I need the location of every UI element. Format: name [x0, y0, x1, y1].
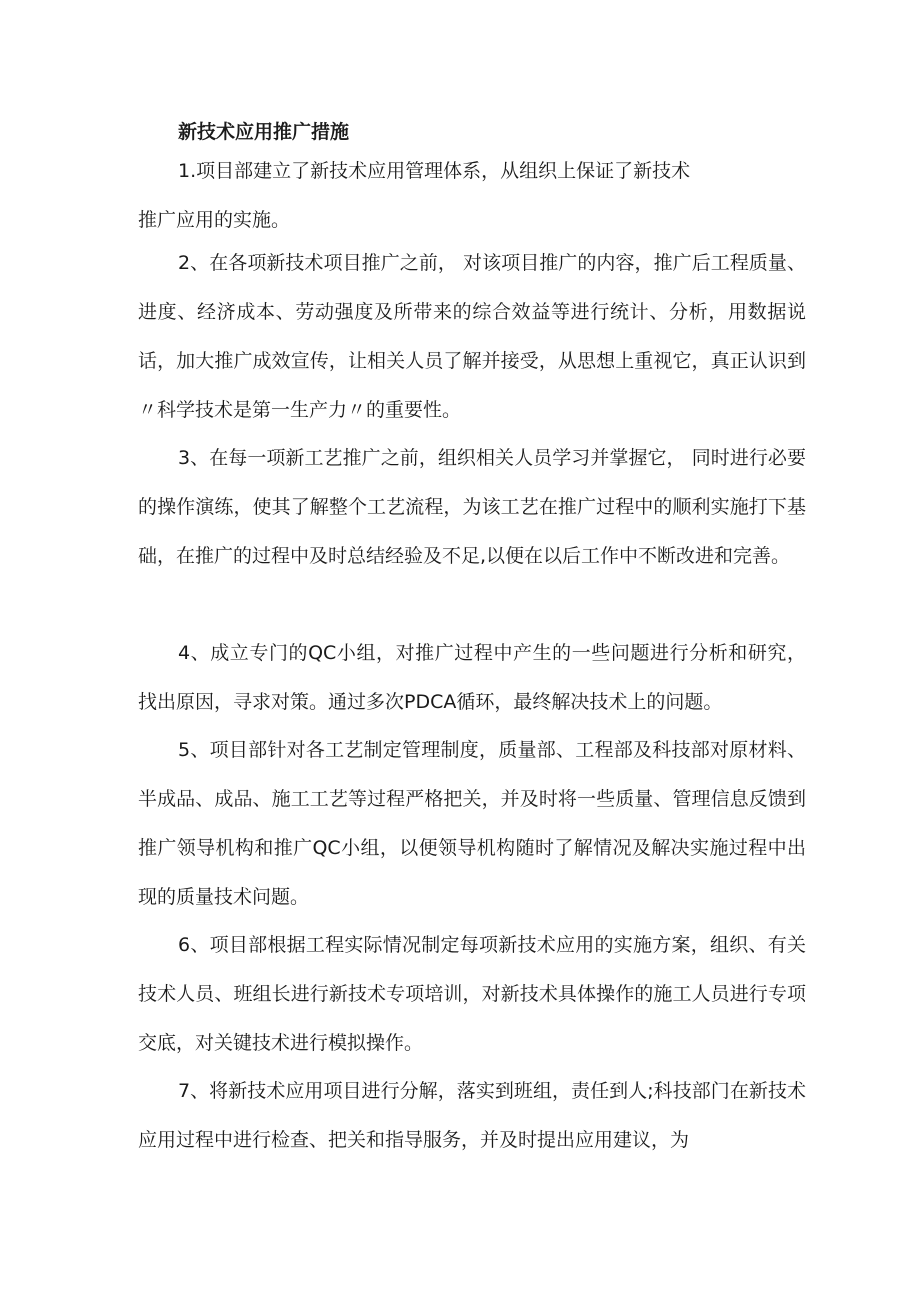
paragraph-7: 7、将新技术应用项目进行分解，落实到班组，责任到人;科技部门在新技术应用过程中进行检查、把关和指导服务，并及时提出应用建议，为: [138, 1080, 806, 1151]
paragraph-2: 2、在各项新技术项目推广之前， 对该项目推广的内容，推广后工程质量、进度、经济成本、劳动强度及所带来的综合效益等进行统计、分析，用数据说话，加大推广成效宣传，让相关人员了解并接受，从思想上重视它，真正认识到〃科学技术是第一生产力〃的重要性。: [138, 252, 806, 421]
paragraph-1: [138, 147, 806, 245]
paragraph-6: 6、项目部根据工程实际情况制定每项新技术应用的实施方案，组织、有关技术人员、班组长进行新技术专项培训，对新技术具体操作的施工人员进行专项交底，对关键技术进行模拟操作。: [138, 934, 806, 1054]
paragraph-4: 4、成立专门的QC小组，对推广过程中产生的一些问题进行分析和研究，找出原因，寻求对策。通过多次PDCA循环，最终解决技术上的问题。: [138, 642, 806, 713]
paragraph-3: 3、在每一项新工艺推广之前，组织相关人员学习并掌握它， 同时进行必要的操作演练，使其了解整个工艺流程，为该工艺在推广过程中的顺利实施打下基础，在推广的过程中及时总结经验及不足,以便在以后工作中不断改进和完善。: [138, 447, 806, 567]
paragraph-5: 5、项目部针对各工艺制定管理制度，质量部、工程部及科技部对原材料、半成品、成品、施工工艺等过程严格把关，并及时将一些质量、管理信息反馈到推广领导机构和推广QC小组，以便领导机构随时了解情况及解决实施过程中出现的质量技术问题。: [138, 739, 806, 908]
paragraph-1-line-1: 1.项目部建立了新技术应用管理体系，从组织上保证了新技术: [178, 160, 691, 182]
document-title: 新技术应用推广措施: [178, 121, 350, 143]
paragraph-1-line-2: 推广应用的实施。: [138, 209, 291, 231]
